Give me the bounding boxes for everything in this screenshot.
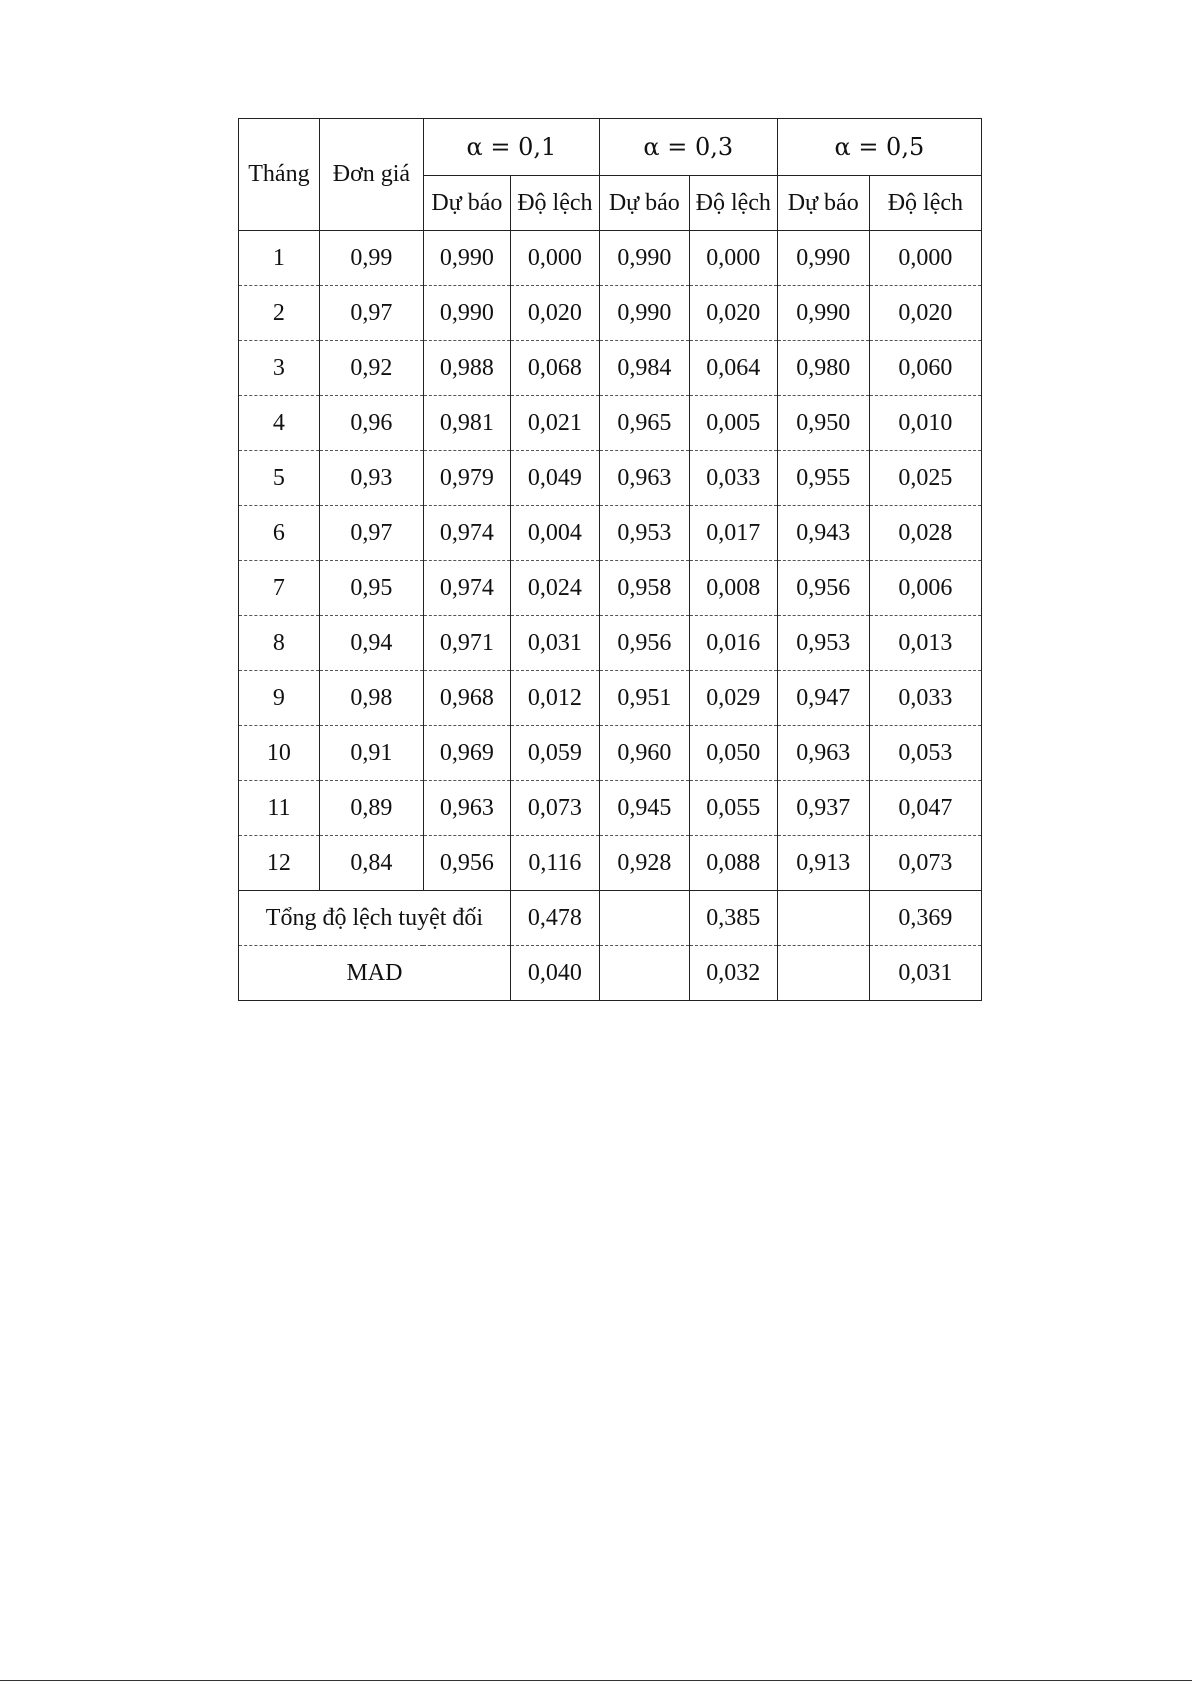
cell-deviation-a01: 0,068 — [510, 341, 599, 396]
cell-deviation-a01: 0,000 — [510, 231, 599, 286]
cell-forecast-a05: 0,947 — [777, 671, 869, 726]
cell-forecast-a03: 0,951 — [599, 671, 689, 726]
cell-unit-price: 0,97 — [319, 286, 423, 341]
cell-month: 3 — [239, 341, 320, 396]
cell-month: 11 — [239, 781, 320, 836]
header-alpha-0-1: α = 0,1 — [423, 119, 599, 176]
cell-deviation-a05: 0,010 — [869, 396, 981, 451]
cell-deviation-a03: 0,055 — [689, 781, 777, 836]
cell-forecast-a01: 0,974 — [423, 506, 510, 561]
cell-month: 7 — [239, 561, 320, 616]
cell-deviation-a01: 0,073 — [510, 781, 599, 836]
cell-forecast-a01: 0,988 — [423, 341, 510, 396]
cell-forecast-a01: 0,963 — [423, 781, 510, 836]
header-forecast: Dự báo — [599, 176, 689, 231]
cell-forecast-a05: 0,950 — [777, 396, 869, 451]
cell-month: 1 — [239, 231, 320, 286]
cell-unit-price: 0,84 — [319, 836, 423, 891]
table-row — [239, 341, 982, 396]
cell-unit-price: 0,93 — [319, 451, 423, 506]
cell-forecast-a05: 0,943 — [777, 506, 869, 561]
cell-month: 6 — [239, 506, 320, 561]
header-deviation: Độ lệch — [869, 176, 981, 231]
cell-forecast-a05: 0,956 — [777, 561, 869, 616]
cell-month: 9 — [239, 671, 320, 726]
cell-forecast-a03: 0,953 — [599, 506, 689, 561]
table-row — [239, 451, 982, 506]
summary-row — [239, 946, 982, 1001]
cell-deviation-a01: 0,021 — [510, 396, 599, 451]
header-row-groups — [239, 119, 982, 176]
cell-deviation-a03: 0,033 — [689, 451, 777, 506]
cell-forecast-a03: 0,928 — [599, 836, 689, 891]
cell-deviation-a05: 0,000 — [869, 231, 981, 286]
cell-forecast-a01: 0,969 — [423, 726, 510, 781]
summary-value — [777, 946, 869, 1001]
cell-month: 8 — [239, 616, 320, 671]
cell-deviation-a01: 0,004 — [510, 506, 599, 561]
cell-forecast-a05: 0,955 — [777, 451, 869, 506]
cell-month: 4 — [239, 396, 320, 451]
summary-label: MAD — [239, 946, 511, 1001]
cell-forecast-a01: 0,968 — [423, 671, 510, 726]
table-row — [239, 781, 982, 836]
summary-value: 0,478 — [510, 891, 599, 946]
header-forecast: Dự báo — [777, 176, 869, 231]
cell-unit-price: 0,95 — [319, 561, 423, 616]
cell-forecast-a05: 0,990 — [777, 231, 869, 286]
cell-unit-price: 0,99 — [319, 231, 423, 286]
table-body — [239, 231, 982, 1001]
cell-forecast-a05: 0,980 — [777, 341, 869, 396]
cell-deviation-a05: 0,006 — [869, 561, 981, 616]
cell-forecast-a01: 0,979 — [423, 451, 510, 506]
header-unit-price: Đơn giá — [319, 119, 423, 231]
header-deviation: Độ lệch — [510, 176, 599, 231]
summary-value — [599, 891, 689, 946]
cell-forecast-a05: 0,953 — [777, 616, 869, 671]
cell-deviation-a03: 0,005 — [689, 396, 777, 451]
cell-deviation-a03: 0,020 — [689, 286, 777, 341]
cell-deviation-a05: 0,047 — [869, 781, 981, 836]
cell-deviation-a03: 0,088 — [689, 836, 777, 891]
table-row — [239, 726, 982, 781]
header-alpha-0-3: α = 0,3 — [599, 119, 777, 176]
summary-row — [239, 891, 982, 946]
cell-forecast-a03: 0,958 — [599, 561, 689, 616]
cell-deviation-a05: 0,013 — [869, 616, 981, 671]
table-row — [239, 836, 982, 891]
cell-unit-price: 0,94 — [319, 616, 423, 671]
summary-value — [599, 946, 689, 1001]
cell-month: 5 — [239, 451, 320, 506]
cell-unit-price: 0,91 — [319, 726, 423, 781]
cell-deviation-a03: 0,016 — [689, 616, 777, 671]
page-bottom-rule — [0, 1680, 1192, 1681]
summary-value: 0,385 — [689, 891, 777, 946]
cell-forecast-a05: 0,913 — [777, 836, 869, 891]
cell-deviation-a01: 0,059 — [510, 726, 599, 781]
cell-forecast-a03: 0,945 — [599, 781, 689, 836]
header-alpha-0-5: α = 0,5 — [777, 119, 981, 176]
forecast-table — [238, 118, 982, 1001]
cell-forecast-a01: 0,974 — [423, 561, 510, 616]
cell-month: 10 — [239, 726, 320, 781]
cell-forecast-a03: 0,990 — [599, 286, 689, 341]
table-row — [239, 561, 982, 616]
cell-deviation-a03: 0,008 — [689, 561, 777, 616]
cell-forecast-a05: 0,937 — [777, 781, 869, 836]
summary-value: 0,031 — [869, 946, 981, 1001]
cell-deviation-a03: 0,017 — [689, 506, 777, 561]
cell-forecast-a01: 0,990 — [423, 286, 510, 341]
header-month: Tháng — [239, 119, 320, 231]
cell-deviation-a05: 0,033 — [869, 671, 981, 726]
cell-deviation-a03: 0,050 — [689, 726, 777, 781]
cell-deviation-a03: 0,064 — [689, 341, 777, 396]
cell-forecast-a03: 0,956 — [599, 616, 689, 671]
cell-forecast-a03: 0,963 — [599, 451, 689, 506]
cell-deviation-a05: 0,020 — [869, 286, 981, 341]
summary-value: 0,369 — [869, 891, 981, 946]
cell-unit-price: 0,96 — [319, 396, 423, 451]
summary-label: Tổng độ lệch tuyệt đối — [239, 891, 511, 946]
cell-deviation-a05: 0,025 — [869, 451, 981, 506]
table-header — [239, 119, 982, 231]
cell-deviation-a05: 0,073 — [869, 836, 981, 891]
summary-value: 0,040 — [510, 946, 599, 1001]
table-row — [239, 396, 982, 451]
cell-forecast-a03: 0,984 — [599, 341, 689, 396]
cell-forecast-a03: 0,960 — [599, 726, 689, 781]
cell-deviation-a01: 0,024 — [510, 561, 599, 616]
cell-deviation-a05: 0,060 — [869, 341, 981, 396]
cell-deviation-a01: 0,012 — [510, 671, 599, 726]
cell-month: 2 — [239, 286, 320, 341]
cell-deviation-a01: 0,020 — [510, 286, 599, 341]
table-row — [239, 231, 982, 286]
summary-value — [777, 891, 869, 946]
table-row — [239, 506, 982, 561]
header-deviation: Độ lệch — [689, 176, 777, 231]
cell-forecast-a01: 0,971 — [423, 616, 510, 671]
cell-forecast-a01: 0,981 — [423, 396, 510, 451]
cell-forecast-a03: 0,990 — [599, 231, 689, 286]
cell-unit-price: 0,92 — [319, 341, 423, 396]
cell-unit-price: 0,89 — [319, 781, 423, 836]
cell-forecast-a01: 0,956 — [423, 836, 510, 891]
table-row — [239, 671, 982, 726]
cell-unit-price: 0,97 — [319, 506, 423, 561]
cell-deviation-a03: 0,000 — [689, 231, 777, 286]
cell-deviation-a01: 0,031 — [510, 616, 599, 671]
cell-forecast-a05: 0,963 — [777, 726, 869, 781]
header-forecast: Dự báo — [423, 176, 510, 231]
summary-value: 0,032 — [689, 946, 777, 1001]
cell-forecast-a03: 0,965 — [599, 396, 689, 451]
cell-month: 12 — [239, 836, 320, 891]
cell-unit-price: 0,98 — [319, 671, 423, 726]
table-row — [239, 616, 982, 671]
cell-deviation-a05: 0,028 — [869, 506, 981, 561]
cell-deviation-a03: 0,029 — [689, 671, 777, 726]
table-row — [239, 286, 982, 341]
cell-deviation-a01: 0,049 — [510, 451, 599, 506]
cell-deviation-a05: 0,053 — [869, 726, 981, 781]
cell-deviation-a01: 0,116 — [510, 836, 599, 891]
cell-forecast-a05: 0,990 — [777, 286, 869, 341]
cell-forecast-a01: 0,990 — [423, 231, 510, 286]
